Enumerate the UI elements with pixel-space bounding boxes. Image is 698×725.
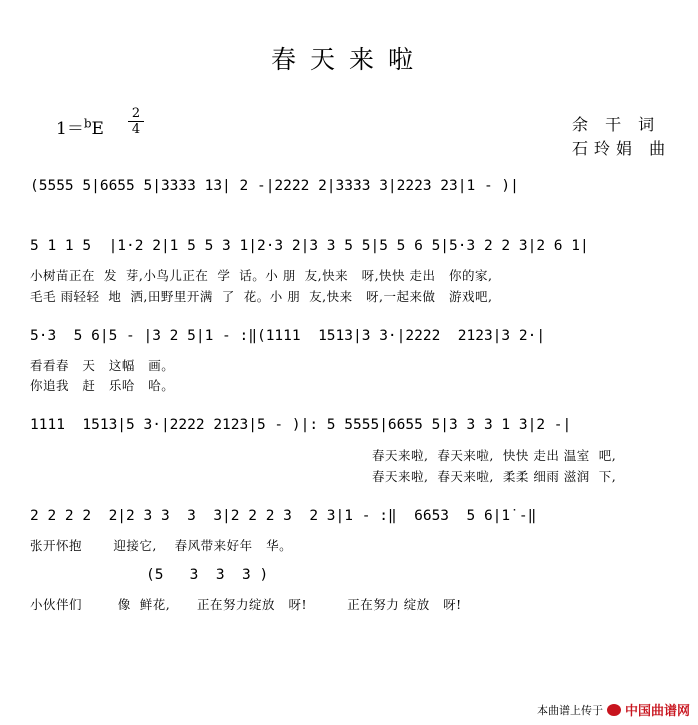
score-line: 5 1 1 5 |1·2 2|1 5 5 3 1|2·3 2|3 3 5 5|5 5 6 5|5·3 2 2 3|2 6 1| [30, 238, 589, 254]
lyric-line: 毛毛 雨轻轻 地 洒,田野里开满 了 花。小 朋 友,快来 呀,一起来做 游戏吧, [30, 289, 493, 304]
time-signature [128, 106, 144, 137]
site-logo-icon [607, 704, 621, 716]
footer-text: 本曲谱上传于 [536, 703, 603, 717]
score-line: (5 3 3 3 ) [146, 567, 269, 583]
lyric-line: 春天来啦, 春天来啦, 柔柔 细雨 滋润 下, [372, 469, 617, 484]
lyric-line: 小伙伴们 像 鲜花, 正在努力绽放 呀! 正在努力 绽放 呀! [30, 597, 462, 612]
key-prefix: 1＝ [56, 119, 84, 139]
score-line: (5555 5|6655 5|3333 13| 2 -|2222 2|3333 3|2223 23|1 - )| [30, 178, 519, 194]
lyric-line: 春天来啦, 春天来啦, 快快 走出 温室 吧, [372, 448, 617, 463]
score-line: 5·3 5 6|5 - |3 2 5|1 - :‖(1111 1513|3 3·|2222 2123|3 2·| [30, 328, 546, 344]
lyric-line: 看看春 天 这幅 画。 [30, 358, 175, 373]
footer-brand: 中国曲谱网 [624, 704, 690, 719]
lyric-line: 小树苗正在 发 芽,小鸟儿正在 学 话。小 朋 友,快来 呀,快快 走出 你的家, [30, 268, 493, 283]
time-signature-top: 2 [131, 106, 141, 121]
key-signature [56, 114, 104, 139]
source-footer [537, 700, 690, 719]
score-line: 2 2 2 2 2|2 3 3 3 3|2 2 2 3 2 3|1 - :‖ 6653 5 6|1̇ -‖ [30, 508, 537, 524]
key-note: E [91, 119, 104, 139]
composer-credit: 石玲娟 曲 [572, 139, 672, 158]
lyric-line: 你追我 赶 乐哈 哈。 [30, 378, 175, 393]
score-line: 1111 1513|5 3·|2222 2123|5 - )|: 5 5555|6655 5|3 3 3 1 3|2 -| [30, 417, 572, 433]
key-flat: b [83, 116, 92, 131]
lyricist-credit: 余 干 词 [572, 115, 661, 134]
lyric-line: 张开怀抱 迎接它, 春风带来好年 华。 [30, 538, 293, 553]
time-signature-bottom: 4 [128, 121, 144, 137]
song-title: 春天来啦 [270, 45, 427, 74]
